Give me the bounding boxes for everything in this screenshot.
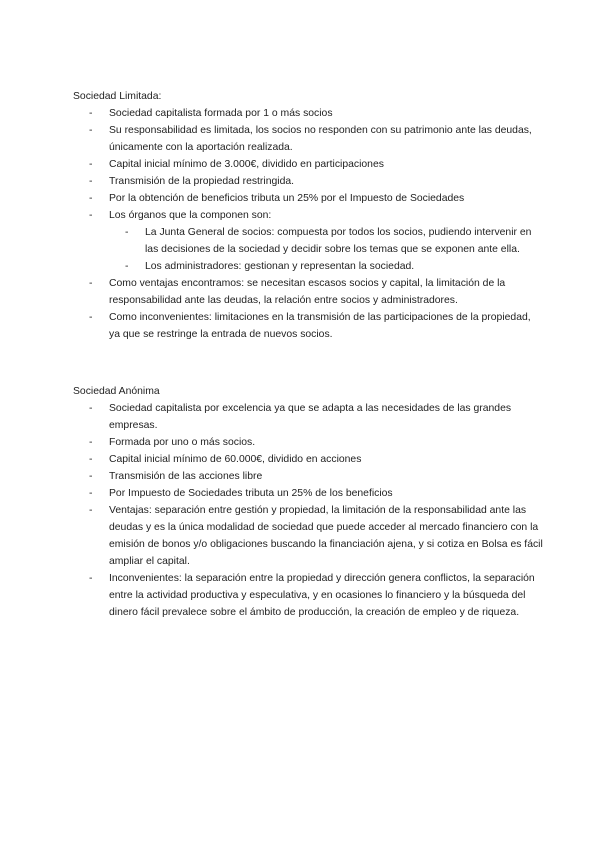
bullet-list xyxy=(73,400,543,621)
list-item: - Sociedad capitalista por excelencia ya que se adapta a las necesidades de las grandes empresas. xyxy=(73,400,543,434)
list-item: - Inconvenientes: la separación entre la propiedad y dirección genera conflictos, la separación entre la actividad productiva y especulativa, y en ocasiones lo financiero y la búsqueda del dinero fácil prevalece sobre el ámbito de producción, la creación de empleo y de riqueza. xyxy=(73,570,543,621)
bullet-dash: - xyxy=(89,437,93,448)
list-item: - Transmisión de las acciones libre xyxy=(73,468,543,485)
section-heading: Sociedad Anónima xyxy=(73,386,160,397)
bullet-dash: - xyxy=(89,108,93,119)
bullet-dash: - xyxy=(89,505,93,516)
bullet-dash: - xyxy=(89,278,93,289)
bullet-dash: - xyxy=(89,471,93,482)
bullet-dash: - xyxy=(89,573,93,584)
list-item: - Capital inicial mínimo de 60.000€, dividido en acciones xyxy=(73,451,543,468)
nested-bullet-list xyxy=(73,224,543,275)
list-item: - Transmisión de la propiedad restringida. xyxy=(73,173,543,190)
bullet-list xyxy=(73,105,543,224)
list-item: - Su responsabilidad es limitada, los socios no responden con su patrimonio ante las deudas, únicamente con la aportación realizada. xyxy=(73,122,543,156)
list-item: - Como inconvenientes: limitaciones en la transmisión de las participaciones de la propiedad, ya que se restringe la entrada de nuevos socios. xyxy=(73,309,543,343)
bullet-dash: - xyxy=(89,176,93,187)
bullet-dash: - xyxy=(125,261,129,272)
nested-list-item: - La Junta General de socios: compuesta por todos los socios, pudiendo intervenir en las decisiones de la sociedad y decidir sobre los temas que se exponen ante ella. xyxy=(73,224,543,258)
list-item: - Los órganos que la componen son: xyxy=(73,207,543,224)
list-item: - Formada por uno o más socios. xyxy=(73,434,543,451)
section-sociedad-limitada xyxy=(73,88,543,343)
section-heading: Sociedad Limitada: xyxy=(73,91,162,102)
bullet-list xyxy=(73,275,543,343)
bullet-dash: - xyxy=(89,454,93,465)
list-item: - Como ventajas encontramos: se necesitan escasos socios y capital, la limitación de la responsabilidad ante las deudas, la relación entre socios y administradores. xyxy=(73,275,543,309)
list-item: - Capital inicial mínimo de 3.000€, dividido en participaciones xyxy=(73,156,543,173)
list-item: - Ventajas: separación entre gestión y propiedad, la limitación de la responsabilidad ante las deudas y es la única modalidad de sociedad que puede acceder al mercado financiero con la emisión de bonos y/o obligaciones buscando la financiación ajena, y si cotiza en Bolsa es fácil ampliar el capital. xyxy=(73,502,543,570)
nested-list-item: - Los administradores: gestionan y representan la sociedad. xyxy=(73,258,543,275)
list-item: - Sociedad capitalista formada por 1 o más socios xyxy=(73,105,543,122)
bullet-dash: - xyxy=(89,193,93,204)
list-item: - Por la obtención de beneficios tributa un 25% por el Impuesto de Sociedades xyxy=(73,190,543,207)
list-item: - Por Impuesto de Sociedades tributa un 25% de los beneficios xyxy=(73,485,543,502)
section-sociedad-anonima xyxy=(73,383,543,621)
bullet-dash: - xyxy=(125,227,129,238)
bullet-dash: - xyxy=(89,403,93,414)
bullet-dash: - xyxy=(89,125,93,136)
bullet-dash: - xyxy=(89,159,93,170)
bullet-dash: - xyxy=(89,312,93,323)
bullet-dash: - xyxy=(89,210,93,221)
bullet-dash: - xyxy=(89,488,93,499)
